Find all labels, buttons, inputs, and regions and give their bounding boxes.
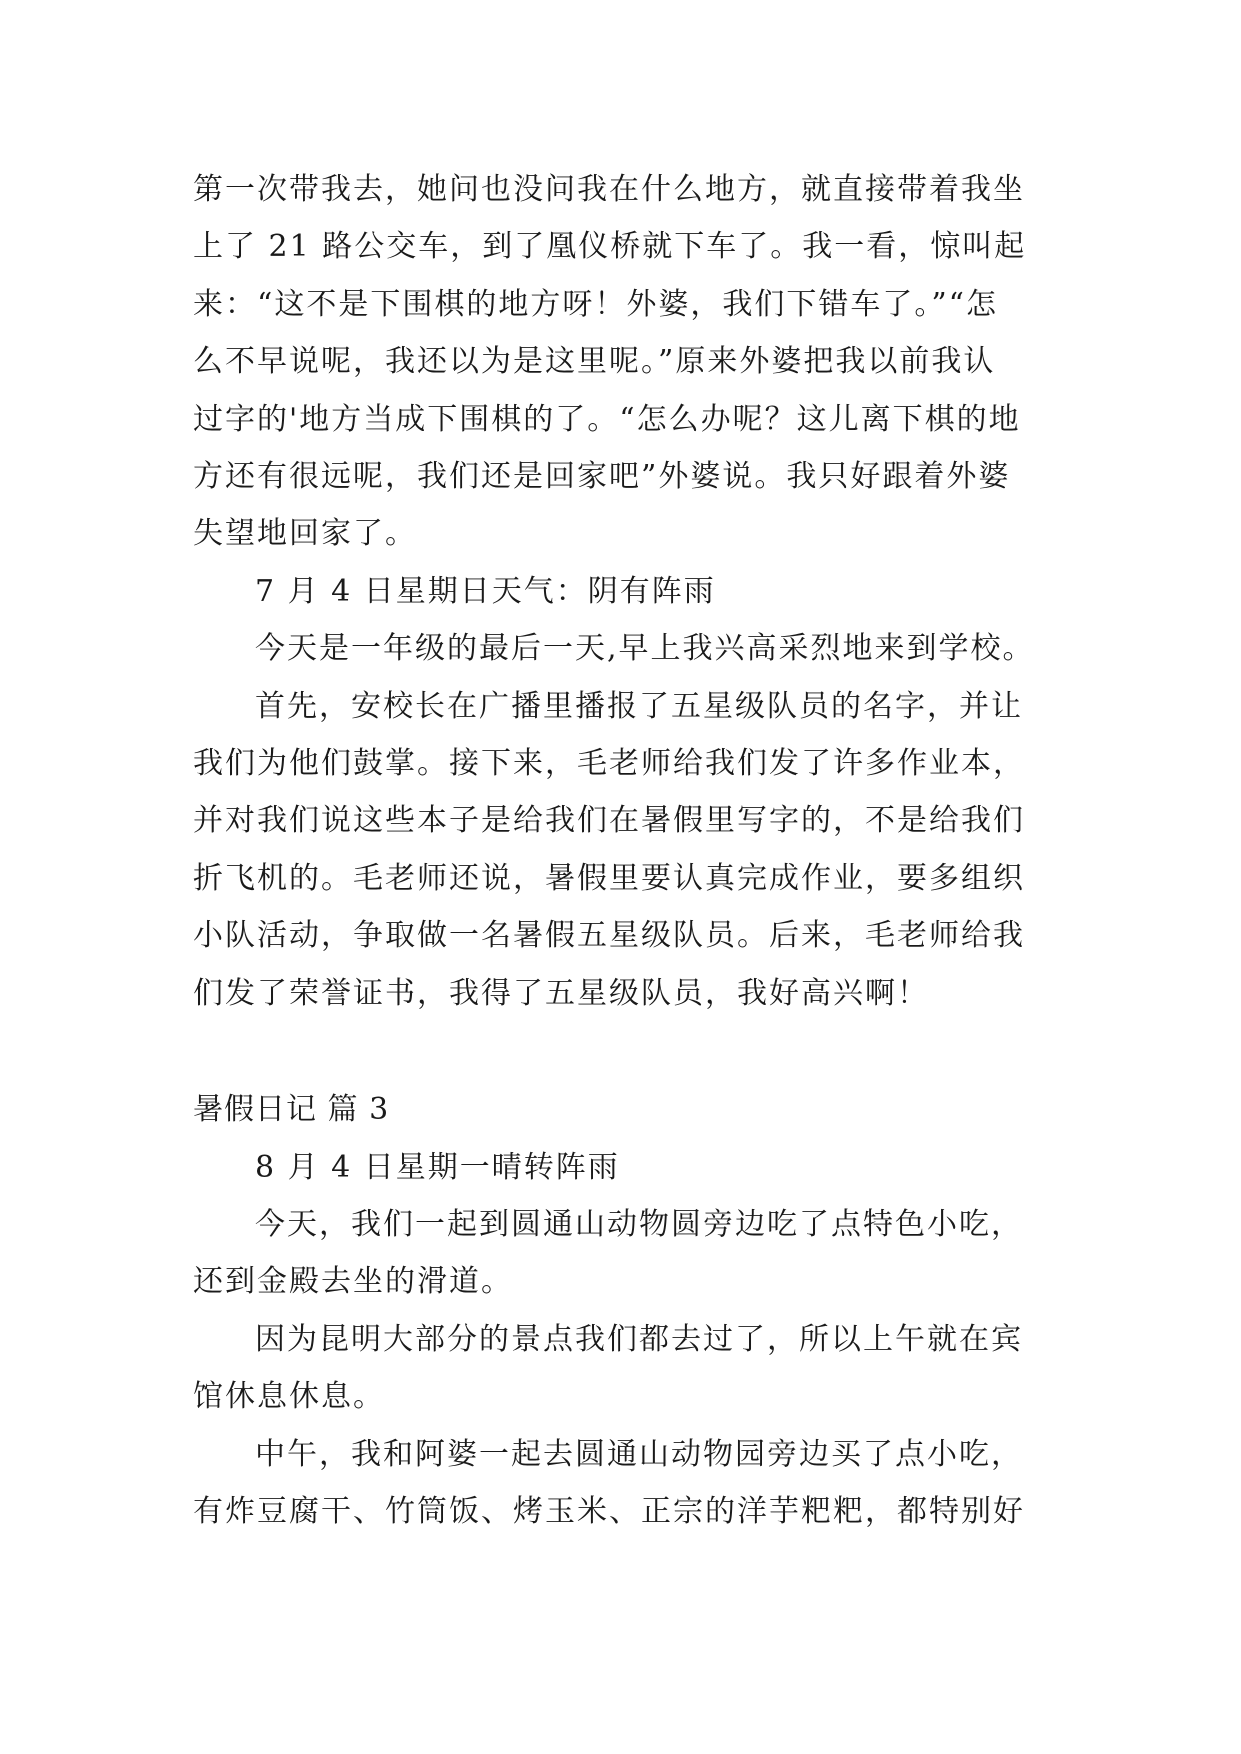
diary-date-heading: 8 月 4 日星期一晴转阵雨 <box>255 1150 620 1185</box>
text-line: 有炸豆腐干、竹筒饭、烤玉米、正宗的洋芋粑粑，都特别好 <box>193 1494 1025 1529</box>
section-title: 暑假日记 篇 3 <box>193 1092 390 1127</box>
text-line: 还到金殿去坐的滑道。 <box>193 1264 513 1299</box>
text-line: 们发了荣誉证书，我得了五星级队员，我好高兴啊！ <box>193 976 929 1011</box>
text-line: 首先，安校长在广播里播报了五星级队员的名字，并让 <box>255 689 1023 724</box>
text-line: 馆休息休息。 <box>193 1379 385 1414</box>
text-line: 并对我们说这些本子是给我们在暑假里写字的，不是给我们 <box>193 803 1025 838</box>
text-line: 么不早说呢，我还以为是这里呢。”原来外婆把我以前我认 <box>193 344 996 379</box>
diary-date-heading: 7 月 4 日星期日天气：阴有阵雨 <box>255 574 716 609</box>
text-line: 中午，我和阿婆一起去圆通山动物园旁边买了点小吃， <box>255 1437 1023 1472</box>
text-line: 失望地回家了。 <box>193 516 417 551</box>
text-line: 方还有很远呢，我们还是回家吧”外婆说。我只好跟着外婆 <box>193 459 1011 494</box>
text-line: 今天，我们一起到圆通山动物圆旁边吃了点特色小吃， <box>255 1207 1023 1242</box>
text-line: 来：“这不是下围棋的地方呀！外婆，我们下错车了。”“怎 <box>193 287 999 322</box>
text-line: 过字的'地方当成下围棋的了。“怎么办呢？这儿离下棋的地 <box>193 402 1021 437</box>
text-line: 我们为他们鼓掌。接下来，毛老师给我们发了许多作业本， <box>193 746 1025 781</box>
text-line: 第一次带我去，她问也没问我在什么地方，就直接带着我坐 <box>193 172 1025 207</box>
text-line: 上了 21 路公交车，到了凰仪桥就下车了。我一看，惊叫起 <box>193 229 1027 264</box>
text-line: 今天是一年级的最后一天,早上我兴高采烈地来到学校。 <box>255 631 1035 666</box>
text-line: 折飞机的。毛老师还说，暑假里要认真完成作业，要多组织 <box>193 861 1025 896</box>
text-line: 因为昆明大部分的景点我们都去过了，所以上午就在宾 <box>255 1322 1023 1357</box>
text-line: 小队活动，争取做一名暑假五星级队员。后来，毛老师给我 <box>193 918 1025 953</box>
